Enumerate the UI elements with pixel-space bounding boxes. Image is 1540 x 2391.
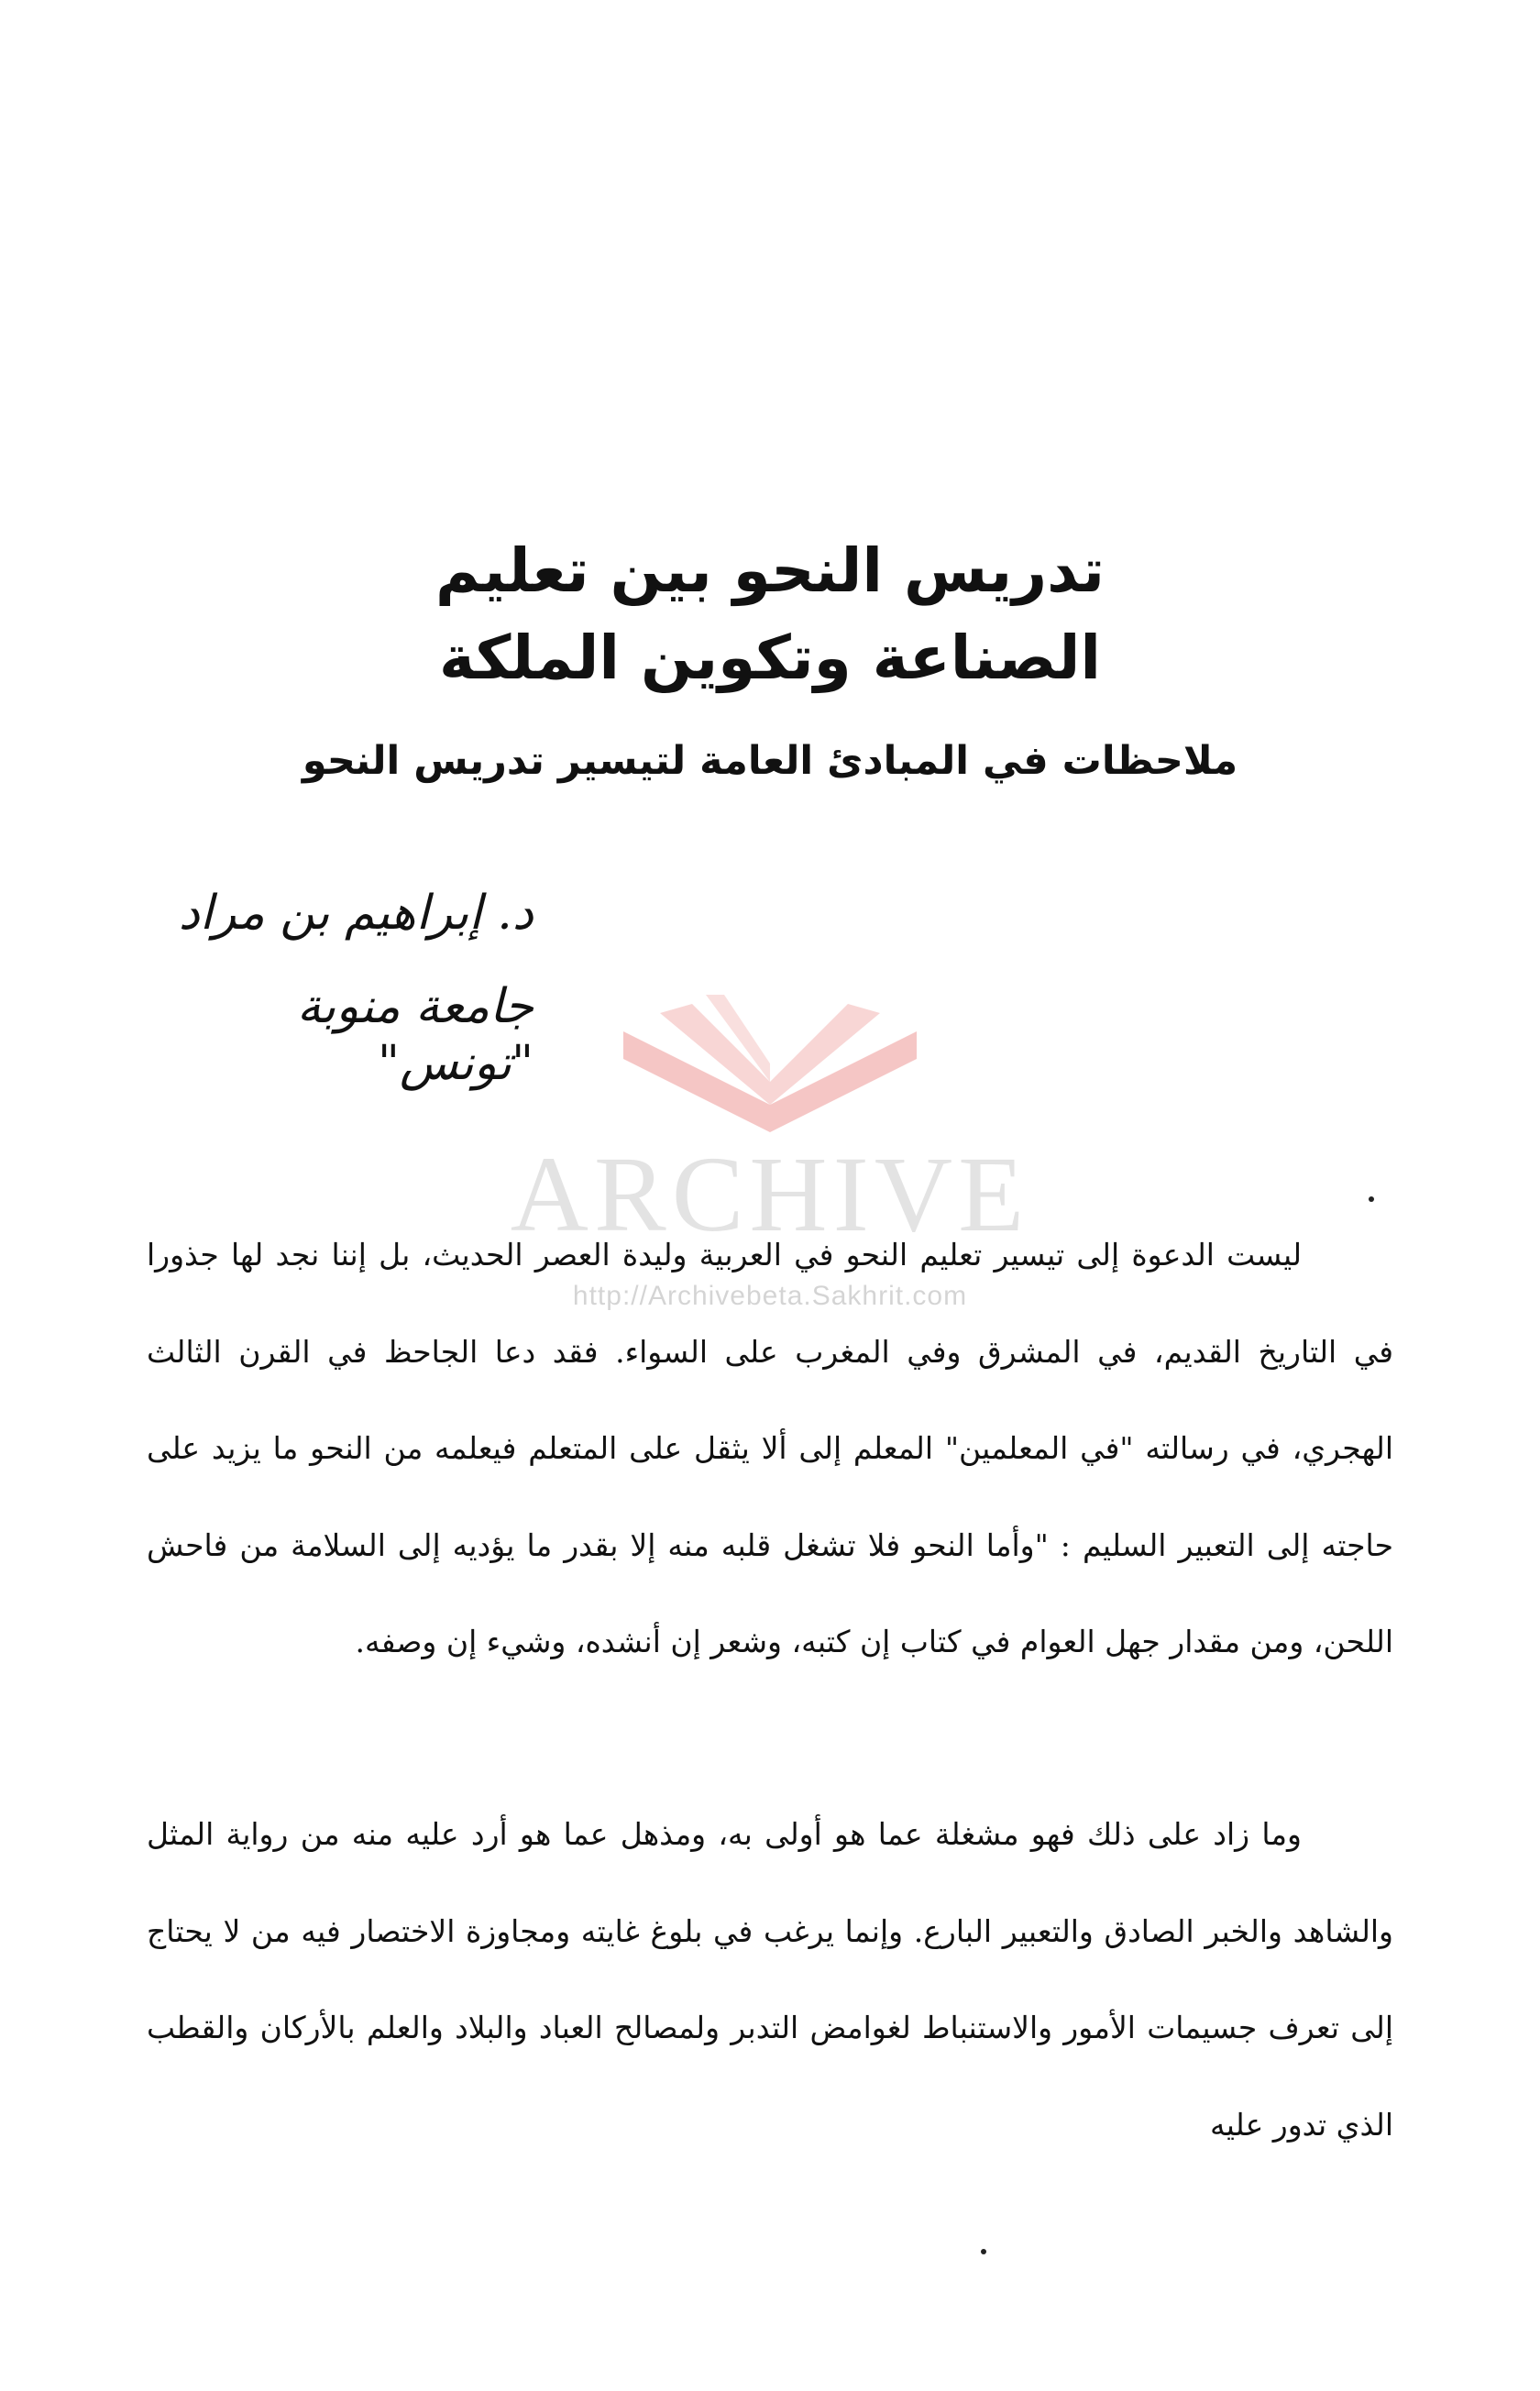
speck-dot — [1369, 1196, 1374, 1202]
watermark-text: ARCHIVE — [510, 1134, 1030, 1254]
title-line-2: الصناعة وتكوين الملكة — [439, 623, 1101, 693]
author-affiliation: جامعة منوبة "تونس" — [296, 979, 534, 1091]
open-book-icon — [605, 995, 935, 1141]
title-block — [0, 527, 1540, 784]
speck-dot — [981, 2249, 986, 2254]
watermark-url: http://Archivebeta.Sakhrit.com — [572, 1281, 968, 1311]
author-name: د. إبراهيم بن مراد — [178, 886, 534, 941]
paragraph-2: وما زاد على ذلك فهو مشغلة عما هو أولى به، ومذهل عما هو أرد عليه منه من رواية المثل والشاهد والخبر الصادق والتعبير البارع. وإنما يرغب في بلوغ غايته ومجاوزة الاختصار فيه من لا يحتاج إلى تعرف جسيمات الأمور والاستنباط لغوامض التدبر ولمصالح العباد والبلاد والعلم بالأركان والقطب الذي تدور عليه — [147, 1816, 1393, 2143]
author-block — [148, 885, 534, 1092]
subtitle: ملاحظات في المبادئ العامة لتيسير تدريس النحو — [302, 738, 1238, 784]
title-line-1: تدريس النحو بين تعليم — [435, 535, 1105, 606]
paragraph-1: ليست الدعوة إلى تيسير تعليم النحو في العربية وليدة العصر الحديث، بل إننا نجد لها جذورا في التاريخ القديم، في المشرق وفي المغرب على السواء. فقد دعا الجاحظ في القرن الثالث الهجري، في رسالته "في المعلمين" المعلم إلى ألا يثقل على المتعلم فيعلمه من النحو ما يزيد على حاجته إلى التعبير السليم : "وأما النحو فلا تشغل قلبه منه إلا بقدر ما يؤديه إلى السلامة من فاحش اللحن، ومن مقدار جهل العوام في كتاب إن كتبه، وشعر إن أنشده، وشيء إن وصفه. — [147, 1237, 1394, 1659]
